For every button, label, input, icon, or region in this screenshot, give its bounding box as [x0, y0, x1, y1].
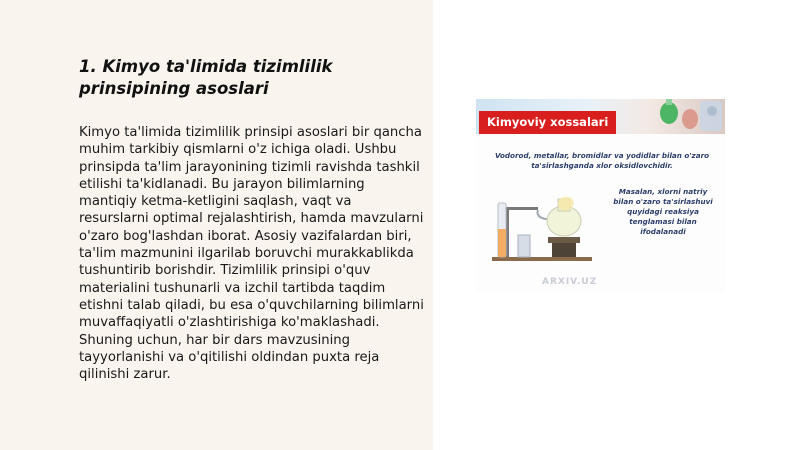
- slide-body-paragraph: Kimyo ta'limida tizimlilik prinsipi asoslari bir qancha muhim tarkibiy qismlarni o'z ichiga oladi. Ushbu prinsipda ta'lim jarayonining tizimli ravishda tashkil etilishi ta'kidlanadi. Bu jarayon bilimlarning mantiqiy ketma-ketligini saqlash, vaqt va resurslarni optimal rejalashtirish, hamda mavzularni o'zaro bog'lashdan iborat. Asosiy vazifalardan biri, ta'lim mazmunini ilgarilab boruvchi murakkablikda tushuntirib borishdir. Tizimlilik prinsipi o'quv materialini tushunarli va izchil tartibda taqdim etishni talab qiladi, bu esa o'quvchilarning bilimlarni muvaffaqiyatli o'zlashtirishiga ko'maklashadi. Shuning uchun, har bir dars mavzusining tayyorlanishi va o'qitilishi oldindan puxta reja qilinishi zarur.: [79, 125, 424, 383]
- figure-banner: [476, 99, 725, 134]
- watermark: ARXIV.UZ: [542, 277, 598, 287]
- chemistry-illustration: [476, 99, 725, 292]
- banner-title: Kimyoviy xossalari: [479, 111, 616, 134]
- lab-apparatus-icon: [488, 185, 603, 263]
- caption-side: Masalan, xlorni natriy bilan o'zaro ta'sirlashuvi quyidagi reaksiya tenglamasi bilan ifodalanadi: [613, 187, 713, 236]
- caption-top: Vodorod, metallar, bromidlar va yodidlar bilan o'zaro ta'sirlashganda xlor oksidlovchidir.: [494, 151, 710, 170]
- slide-title: 1. Kimyo ta'limida tizimlilik prinsipining asoslari: [79, 57, 333, 98]
